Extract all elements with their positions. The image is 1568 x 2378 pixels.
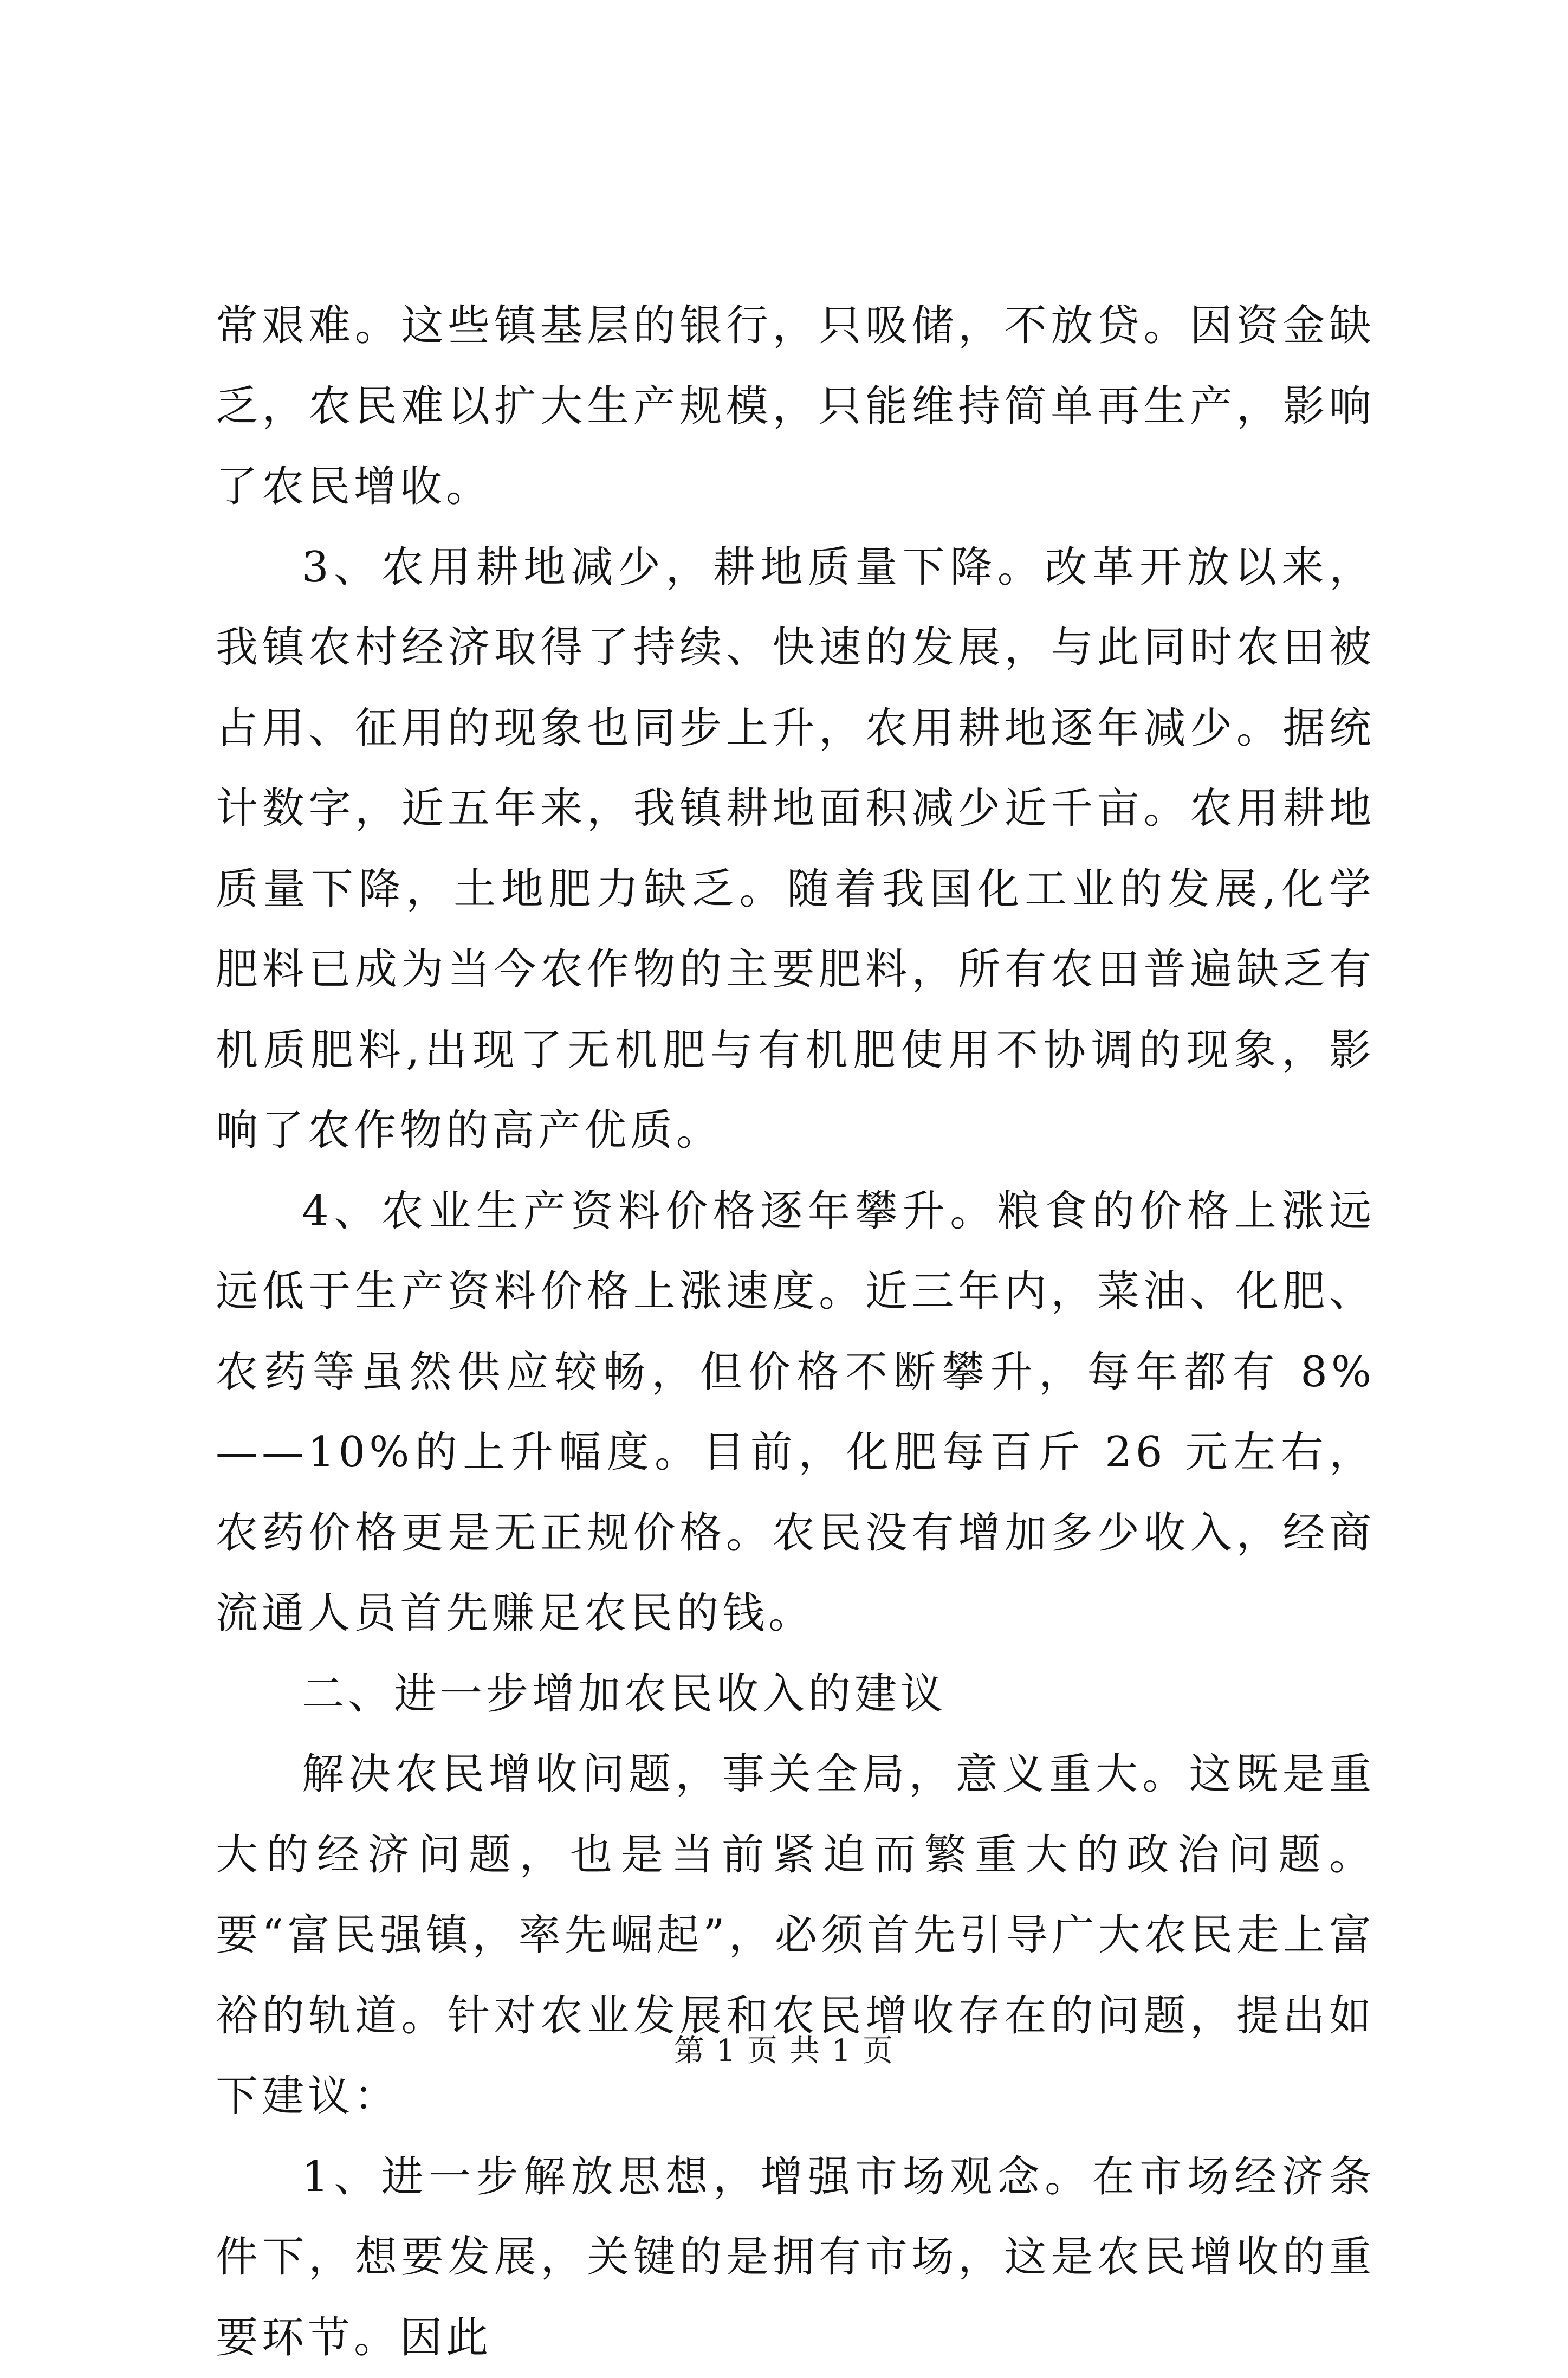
paragraph-suggestion-1: 1、进一步解放思想，增强市场观念。在市场经济条件下，想要发展，关键的是拥有市场，这是农民增收的重要环节。因此 xyxy=(216,2137,1375,2378)
section-heading-2: 二、进一步增加农民收入的建议 xyxy=(216,1654,1375,1735)
page-footer: 第 1 页 共 1 页 xyxy=(0,2030,1568,2073)
paragraph-point-3: 3、农用耕地减少，耕地质量下降。改革开放以来，我镇农村经济取得了持续、快速的发展，与此同时农田被占用、征用的现象也同步上升，农用耕地逐年减少。据统计数字，近五年来，我镇耕地面积减少近千亩。农用耕地质量下降，土地肥力缺乏。随着我国化工业的发展,化学肥料已成为当今农作物的主要肥料，所有农田普遍缺乏有机质肥料,出现了无机肥与有机肥使用不协调的现象，影响了农作物的高产优质。 xyxy=(216,527,1375,1171)
paragraph-continuation: 常艰难。这些镇基层的银行，只吸储，不放贷。因资金缺乏，农民难以扩大生产规模，只能维持简单再生产，影响了农民增收。 xyxy=(216,286,1375,527)
paragraph-intro: 解决农民增收问题，事关全局，意义重大。这既是重大的经济问题，也是当前紧迫而繁重大的政治问题。要“富民强镇，率先崛起”，必须首先引导广大农民走上富裕的轨道。针对农业发展和农民增收存在的问题，提出如下建议： xyxy=(216,1734,1375,2137)
paragraph-point-4: 4、农业生产资料价格逐年攀升。粮食的价格上涨远远低于生产资料价格上涨速度。近三年内，菜油、化肥、农药等虽然供应较畅，但价格不断攀升，每年都有 8%——10%的上升幅度。目前，化肥每百斤 26 元左右，农药价格更是无正规价格。农民没有增加多少收入，经商流通人员首先赚足农民的钱。 xyxy=(216,1171,1375,1654)
